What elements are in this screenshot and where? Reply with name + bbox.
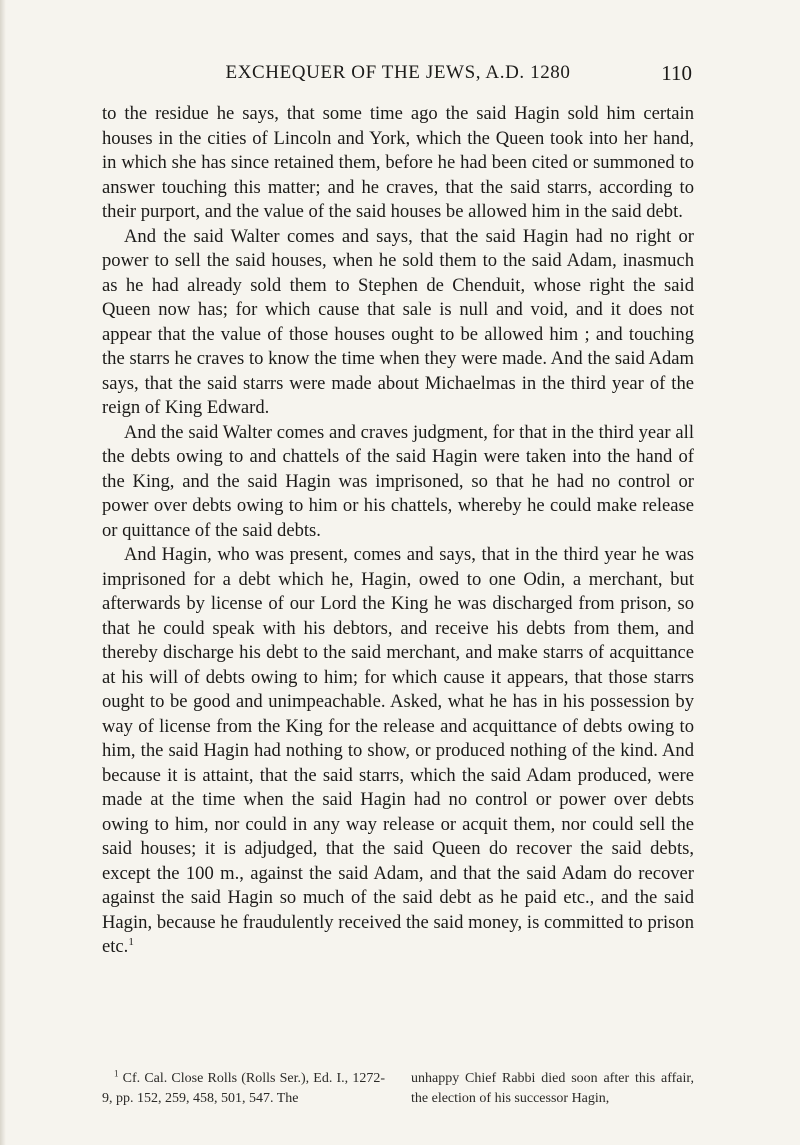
page-header xyxy=(102,58,694,88)
footnote-reference: 1 xyxy=(128,935,134,948)
paragraph-text: And Hagin, who was present, comes and says, that in the third year he was imprisoned for a debt which he, Hagin, owed to one Odin, a merchant, but afterwards by license of our Lord the King he was discharged from prison, so that he could speak with his debtors, and receive his debts from them, and thereby discharge his debt to the said merchant, and make starrs of acquittance at his will of debts owing to him; for which cause it appears, that those starrs ought to be good and unimpeachable. Asked, what he has in his possession by way of license from the King for the release and acquittance of debts owing to him, the said Hagin had nothing to show, or produced nothing of the kind. And because it is attaint, that the said starrs, which the said Adam produced, were made at the time when the said Hagin had no control or power over debts owing to him, nor could in any way release or acquit them, nor could sell the said houses; it is adjudged, that the said Queen do recover the said debts, except the 100 m., against the said Adam, and that the said Adam do recover against the said Hagin so much of the said debt as he paid etc., and the said Hagin, because he fraudulently received the said money, is committed to prison etc. xyxy=(102,544,694,957)
running-title: EXCHEQUER OF THE JEWS, A.D. 1280 xyxy=(225,62,571,83)
footnotes xyxy=(102,1069,694,1108)
footnote-right-text: unhappy Chief Rabbi died soon after this affair, the election of his successor Hagin, xyxy=(411,1071,694,1106)
footnote-left-column xyxy=(102,1069,385,1108)
paragraph: And the said Walter comes and says, that the said Hagin had no right or power to sell the said houses, when he sold them to the said Adam, inasmuch as he had already sold them to Stephen de Chenduit, whose right the said Queen now has; for which cause that sale is null and void, and it does not appear that the value of those houses ought to be allowed him ; and touching the starrs he craves to know the time when they were made. And the said Adam says, that the said starrs were made about Michaelmas in the third year of the reign of King Edward. xyxy=(102,225,694,418)
page-number: 110 xyxy=(661,61,692,85)
page-binding-edge xyxy=(0,0,6,1145)
paragraph: And the said Walter comes and craves judgment, for that in the third year all the debts owing to and chattels of the said Hagin were taken into the hand of the King, and the said Hagin was imprisoned, so that he had no control or power over debts owing to him or his chattels, whereby he could make release or quittance of the said debts. xyxy=(102,421,694,541)
paragraph: to the residue he says, that some time ago the said Hagin sold him certain houses in the cities of Lincoln and York, which the Queen took into her hand, in which she has since retained them, before he had been cited or summoned to answer touching this matter; and he craves, that the said starrs, according to their purport, and the value of the said houses be allowed him in the said debt. xyxy=(102,103,694,222)
footnote-right-column xyxy=(411,1069,694,1108)
footnote-left-text: Cf. Cal. Close Rolls (Rolls Ser.), Ed. I., 1272-9, pp. 152, 259, 458, 501, 547. The xyxy=(102,1071,386,1106)
paragraph-with-footnote xyxy=(102,543,694,960)
footnote-mark: 1 xyxy=(114,1068,119,1079)
body-text xyxy=(102,102,694,960)
